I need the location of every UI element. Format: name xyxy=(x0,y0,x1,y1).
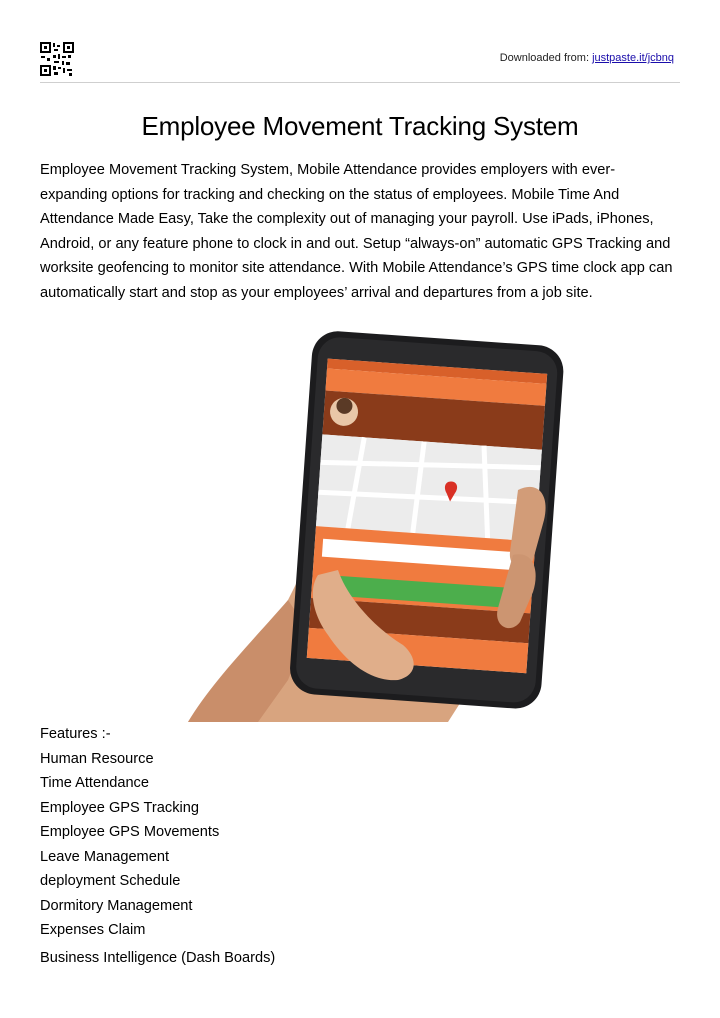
download-link[interactable]: justpaste.it/jcbnq xyxy=(592,52,674,64)
features-list xyxy=(40,722,275,970)
feature-item: Business Intelligence (Dash Boards) xyxy=(40,949,276,966)
feature-item: Expenses Claim xyxy=(40,922,146,938)
feature-item: Employee GPS Movements xyxy=(40,824,220,840)
feature-item: Leave Management xyxy=(40,848,169,865)
feature-item: deployment Schedule xyxy=(40,873,181,889)
page-header xyxy=(40,40,680,83)
intro-paragraph: Employee Movement Tracking System, Mobile Attendance provides employers with ever-expanding options for tracking and checking on the status of employees. Mobile Time And Attendance Made Easy, Take the complexity out of managing your payroll. Use iPads, iPhones, Android, or any feature phone to clock in and out. Setup “always-on” automatic GPS Tracking and worksite geofencing to monitor site attendance. With Mobile Attendance’s GPS time clock app can automatically start and stop as your employees’ arrival and departures from a job site. xyxy=(40,162,673,301)
feature-item: Employee GPS Tracking xyxy=(40,799,199,816)
download-prefix: Downloaded from: xyxy=(499,52,593,64)
qr-code-icon xyxy=(40,42,74,76)
page-title: Employee Movement Tracking System xyxy=(141,111,579,141)
features-heading: Features :- xyxy=(40,726,111,742)
download-source xyxy=(500,52,674,64)
feature-item: Human Resource xyxy=(40,750,154,767)
phone-in-hand-image xyxy=(188,330,568,722)
feature-item: Dormitory Management xyxy=(40,897,193,914)
feature-item: Time Attendance xyxy=(40,775,149,791)
